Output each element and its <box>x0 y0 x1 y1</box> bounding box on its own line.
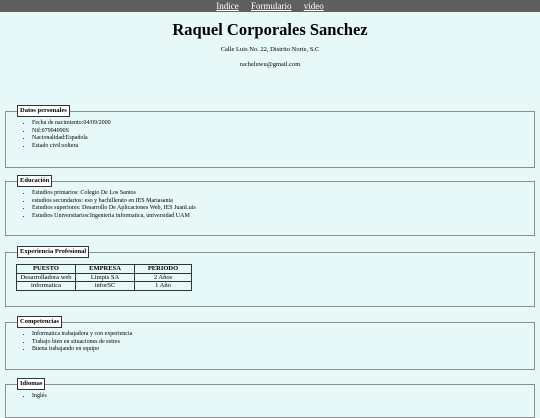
email-text: racheluwu@gmail.com <box>239 61 301 68</box>
list-item: • Trabajo bien en situaciones de estres <box>32 339 524 347</box>
section-education <box>5 175 535 236</box>
table-cell: informatica <box>17 282 76 291</box>
list-item: • Informatica trabajadora y con experiencia <box>32 331 524 339</box>
section-experience <box>5 246 535 307</box>
list-item: • Fecha de nacimiento:04/09/2000 <box>32 120 524 128</box>
table-cell: Limpis SA <box>76 273 135 282</box>
column-header-empresa: EMPRESA <box>76 265 135 274</box>
personal-list <box>16 120 524 150</box>
list-item: • Estado civil:soltera <box>32 143 524 151</box>
address-text: Calle Luis No. 22, Distrito Norte, S.C <box>220 46 320 53</box>
person-name: Raquel Corporales Sanchez <box>172 20 368 39</box>
nav-link-video[interactable]: video <box>303 1 324 11</box>
table-row <box>17 273 192 282</box>
section-education-legend: Educación <box>17 175 52 187</box>
languages-list <box>16 393 524 401</box>
list-item: • Estudios superiores: Desarrollo De Aplicaciones Web, IES JuanLuis <box>32 205 524 213</box>
section-experience-legend: Experiencia Profesional <box>17 246 89 258</box>
section-personal-legend: Datos personales <box>17 105 70 117</box>
skills-list <box>16 331 524 354</box>
list-item: • Estudios Universitarios:Ingenieria informatica, universidad UAM <box>32 213 524 221</box>
list-item: • estudios secundarios: eso y bachillerato en IES Mariasanta <box>32 198 524 206</box>
column-header-periodo: PERIODO <box>135 265 192 274</box>
nav-link-formulario[interactable]: Formulario <box>251 1 292 11</box>
table-header-row <box>17 265 192 274</box>
column-header-puesto: PUESTO <box>17 265 76 274</box>
list-item: • Nif:07904090S <box>32 128 524 136</box>
section-languages-legend: Idiomas <box>17 378 45 390</box>
section-languages <box>5 378 535 418</box>
section-skills-legend: Competencias <box>17 316 62 328</box>
list-item: • Nacionalidad:Española <box>32 135 524 143</box>
table-cell: 1 Año <box>135 282 192 291</box>
section-personal-data <box>5 105 535 168</box>
list-item: • Buena trabajando en equipo <box>32 346 524 354</box>
experience-table <box>16 264 192 291</box>
table-cell: inforSC <box>76 282 135 291</box>
table-row <box>17 282 192 291</box>
education-list <box>16 190 524 220</box>
list-item: • Estudios primarios: Colegio De Los Santos <box>32 190 524 198</box>
table-cell: 2 Años <box>135 273 192 282</box>
list-item: • Inglés <box>32 393 524 401</box>
top-navigation <box>0 0 540 12</box>
section-skills <box>5 316 535 370</box>
nav-link-indice[interactable]: Indice <box>216 1 239 11</box>
table-cell: Desarrolladora web <box>17 273 76 282</box>
